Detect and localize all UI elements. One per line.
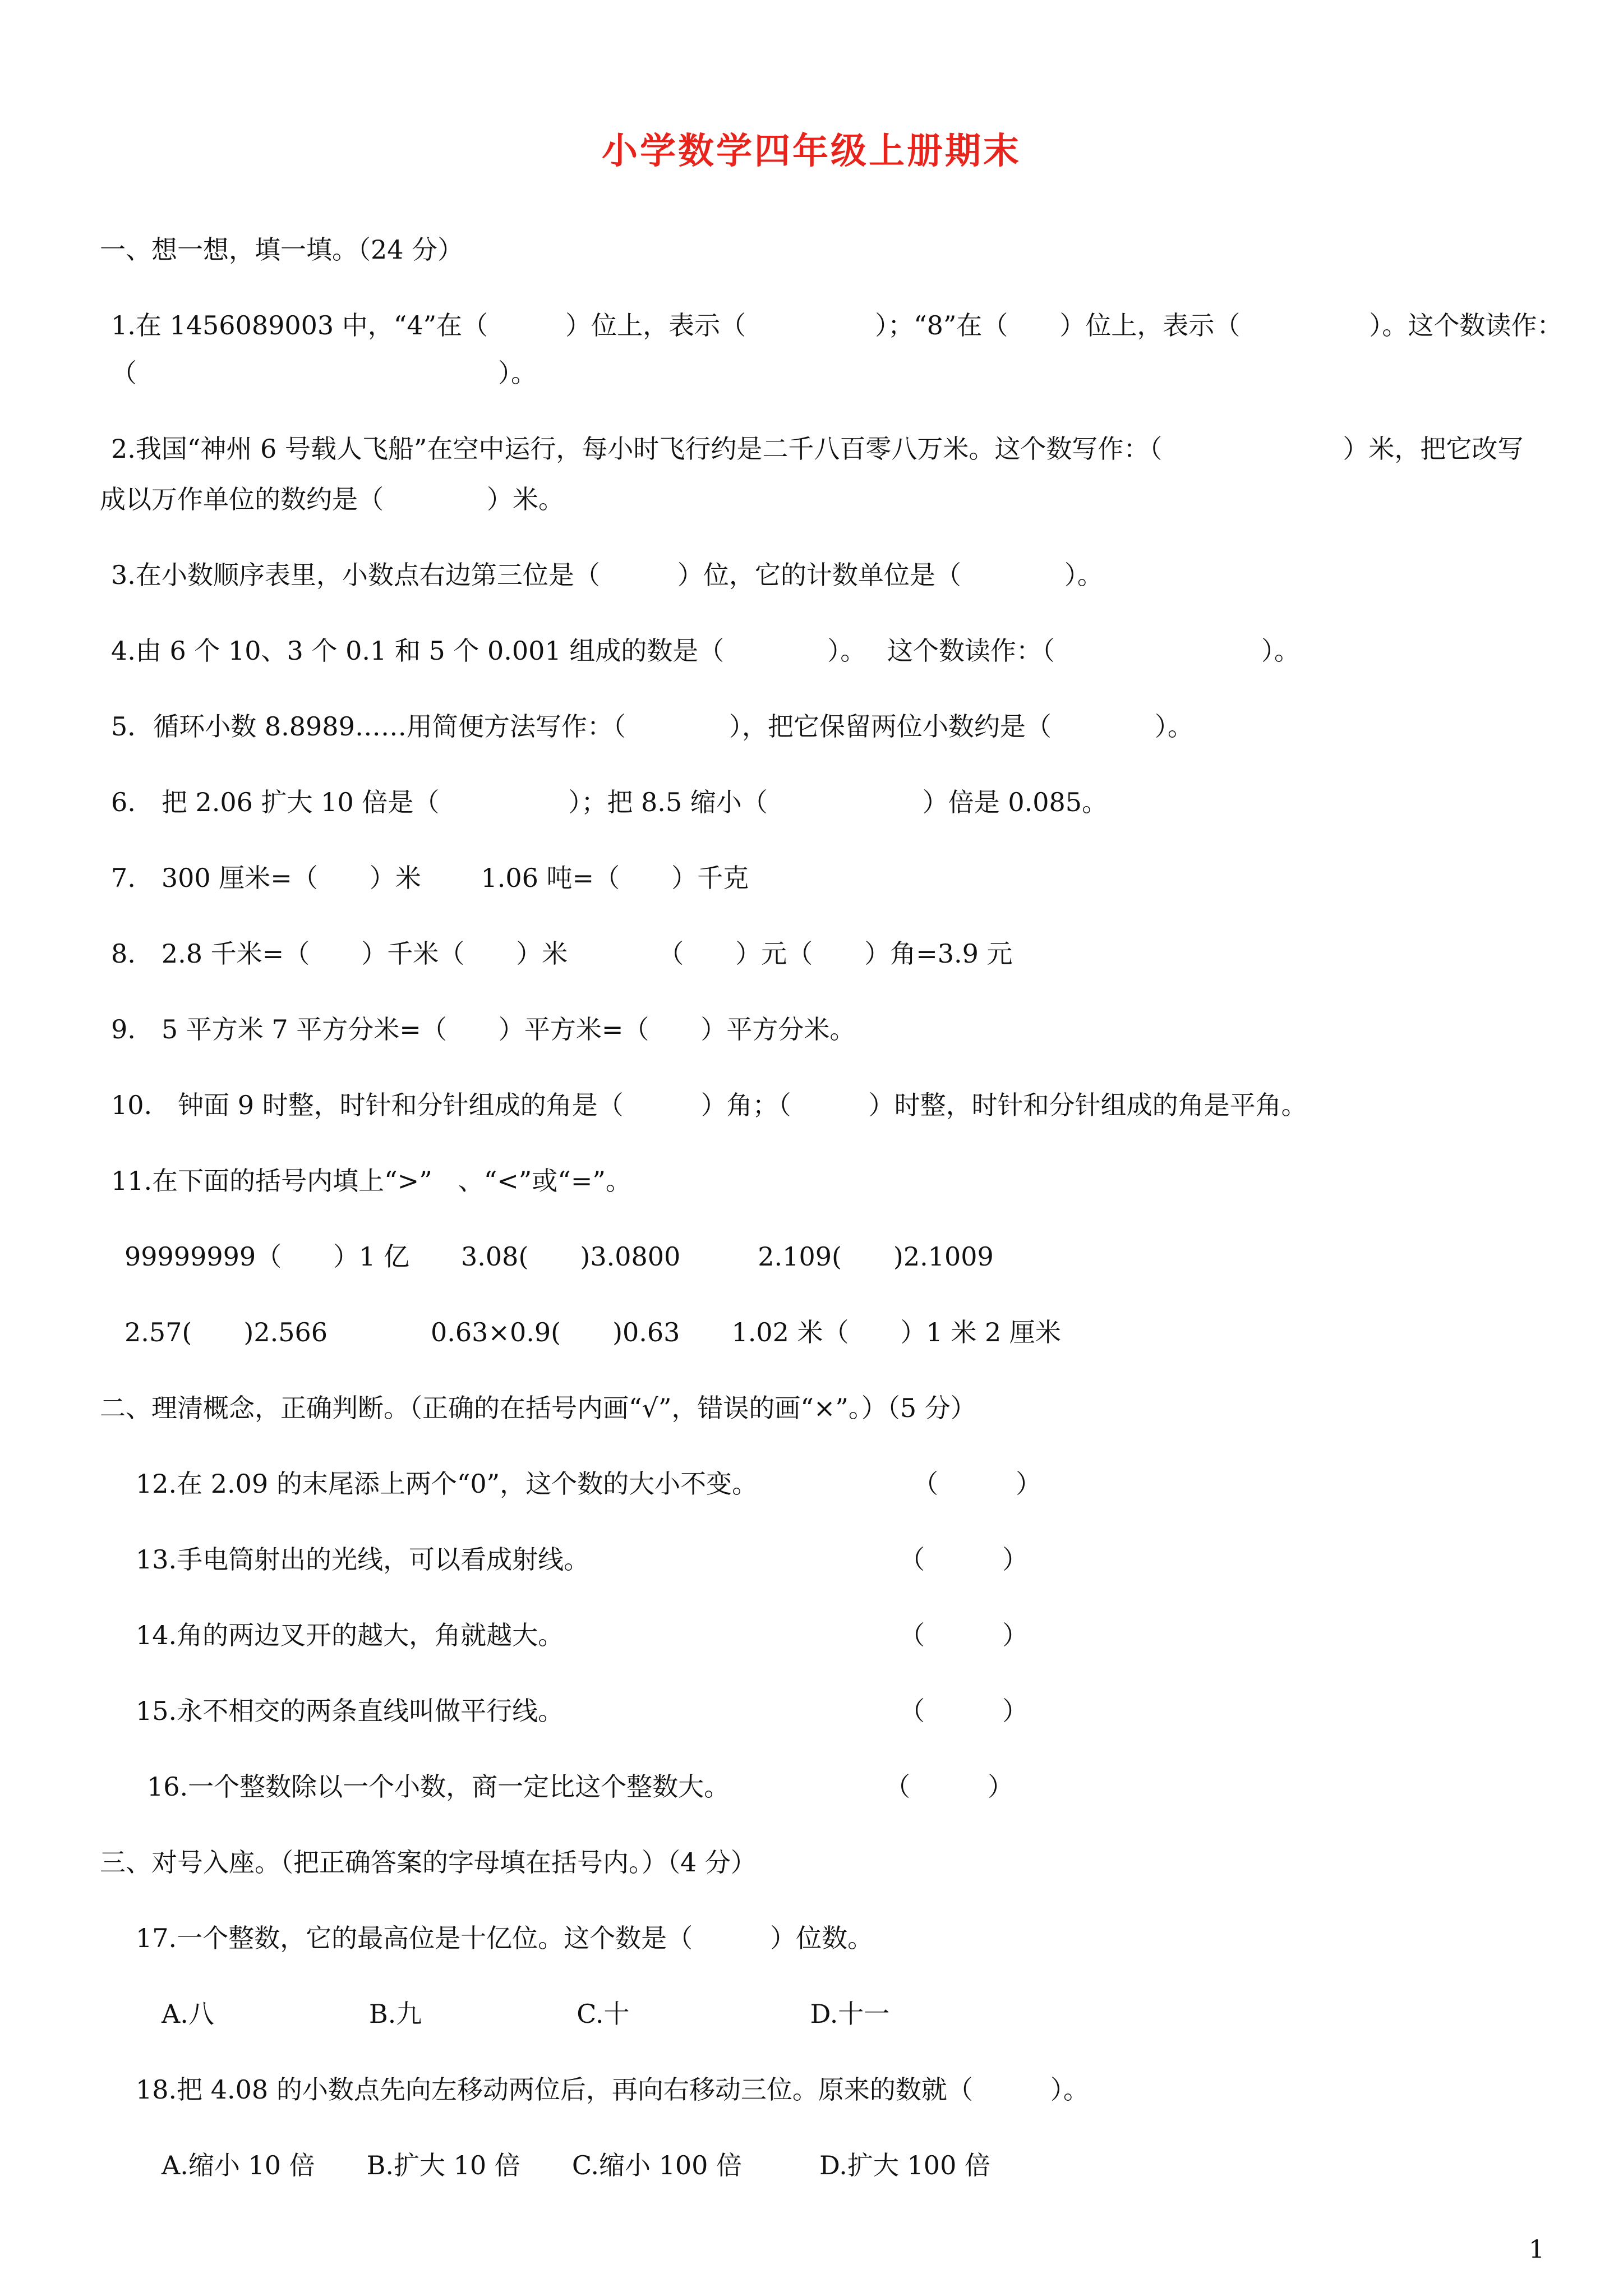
question-9: 9. 5 平方米 7 平方分米=（ ）平方米=（ ）平方分米。 xyxy=(111,1014,856,1045)
question-18: 18.把 4.08 的小数点先向左移动两位后，再向右移动三位。原来的数就（ ）。 xyxy=(136,2074,1089,2105)
question-11-row-2: 2.57( )2.566 0.63×0.9( )0.63 1.02 米（ ）1 米 2 厘米 xyxy=(125,1317,1061,1347)
question-1-line-2: （ ）。 xyxy=(111,358,537,388)
question-12: 12.在 2.09 的末尾添上两个“0”，这个数的大小不变。 （ ） xyxy=(136,1469,1042,1499)
question-11: 11.在下面的括号内填上“>” 、“<”或“=”。 xyxy=(111,1166,631,1196)
question-18-options: A.缩小 10 倍 B.扩大 10 倍 C.缩小 100 倍 D.扩大 100 倍 xyxy=(162,2150,990,2180)
question-14: 14.角的两边叉开的越大，角就越大。 （ ） xyxy=(136,1620,1029,1650)
question-10: 10. 钟面 9 时整，时针和分针组成的角是（ ）角；（ ）时整，时针和分针组成的角是平角。 xyxy=(111,1090,1307,1120)
question-11-row-1: 99999999（ ）1 亿 3.08( )3.0800 2.109( )2.1009 xyxy=(125,1241,994,1272)
question-8: 8. 2.8 千米=（ ）千米（ ）米 （ ）元（ ）角=3.9 元 xyxy=(111,938,1013,969)
question-17-options: A.八 B.九 C.十 D.十一 xyxy=(162,1999,890,2029)
section-2-heading: 二、理清概念，正确判断。（正确的在括号内画“√”，错误的画“×”。）（5 分） xyxy=(100,1393,976,1423)
page-title: 小学数学四年级上册期末 xyxy=(602,130,1021,172)
question-2-line-1: 2.我国“神州 6 号载人飞船”在空中运行，每小时飞行约是二千八百零八万米。这个数写作：（ ）米，把它改写 xyxy=(111,434,1524,464)
question-3: 3.在小数顺序表里，小数点右边第三位是（ ）位，它的计数单位是（ ）。 xyxy=(111,560,1103,590)
question-15: 15.永不相交的两条直线叫做平行线。 （ ） xyxy=(136,1696,1029,1726)
question-6: 6. 把 2.06 扩大 10 倍是（ ）；把 8.5 缩小（ ）倍是 0.085。 xyxy=(111,787,1108,817)
question-7: 7. 300 厘米=（ ）米 1.06 吨=（ ）千克 xyxy=(111,863,749,893)
question-2-line-2: 成以万作单位的数约是（ ）米。 xyxy=(100,484,564,514)
question-4: 4.由 6 个 10、3 个 0.1 和 5 个 0.001 组成的数是（ ）。 这个数读作：（ ）。 xyxy=(111,636,1300,666)
question-16: 16.一个整数除以一个小数，商一定比这个整数大。 （ ） xyxy=(147,1772,1014,1802)
section-1-heading: 一、想一想，填一填。（24 分） xyxy=(100,234,464,265)
question-17: 17.一个整数，它的最高位是十亿位。这个数是（ ）位数。 xyxy=(136,1923,874,1953)
question-13: 13.手电筒射出的光线，可以看成射线。 （ ） xyxy=(136,1544,1029,1575)
question-5: 5．循环小数 8.8989……用简便方法写作：（ ），把它保留两位小数约是（ ）。 xyxy=(111,711,1193,742)
question-1-line-1: 1.在 1456089003 中，“4”在（ ）位上，表示（ ）；“8”在（ ）位上，表示（ ）。这个数读作： xyxy=(111,310,1563,341)
section-3-heading: 三、对号入座。（把正确答案的字母填在括号内。）（4 分） xyxy=(100,1847,757,1878)
page-number: 1 xyxy=(1529,2235,1544,2264)
